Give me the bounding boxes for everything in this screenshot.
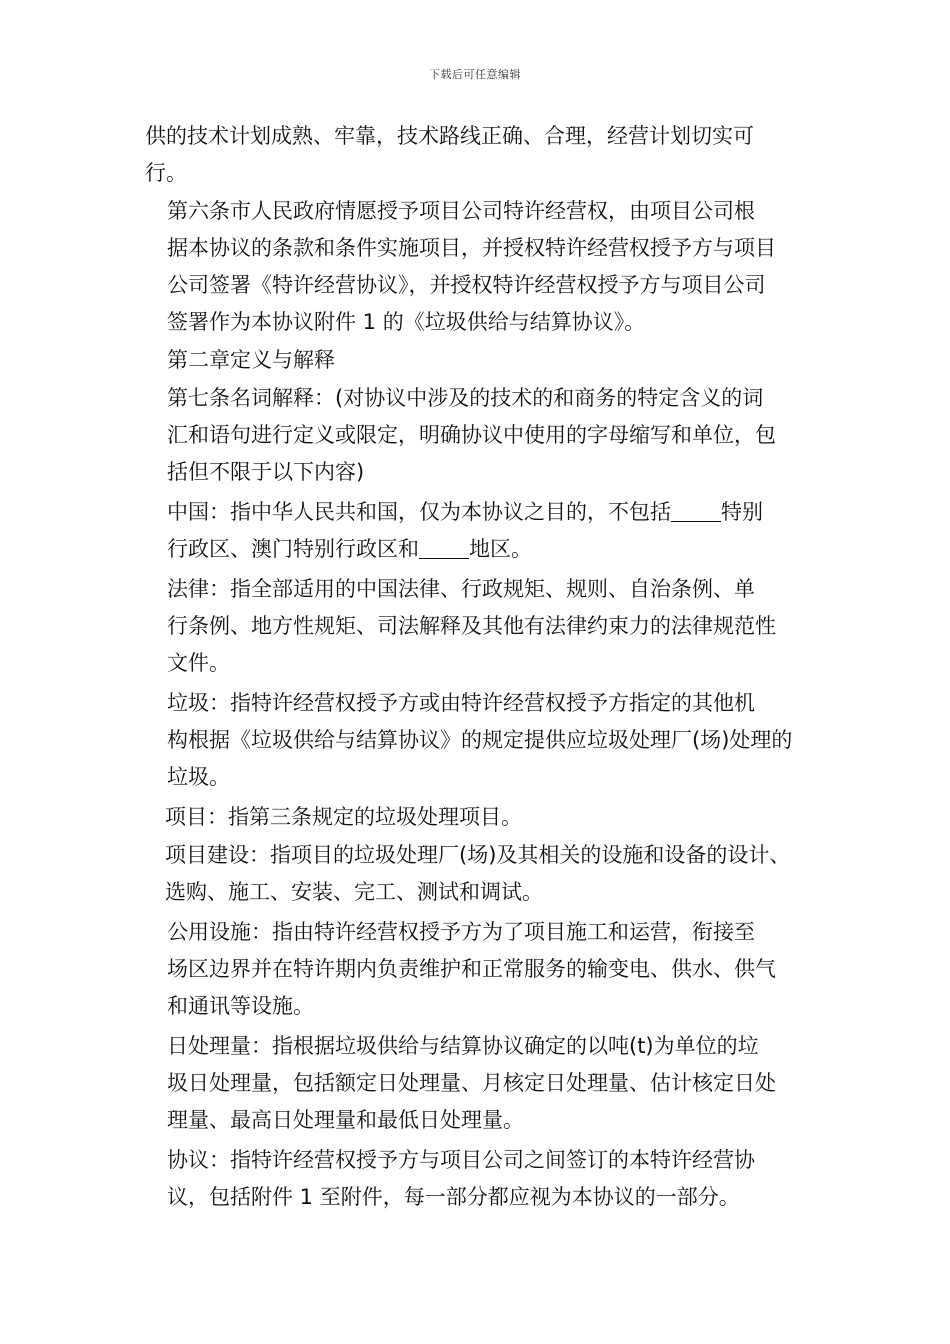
page-header: 下载后可任意编辑 [429,68,521,81]
text-line: 行条例、地方性规矩、司法解释及其他有法律约束力的法律规范性 [167,614,776,638]
text-line: 汇和语句进行定义或限定，明确协议中使用的字母缩写和单位，包 [167,423,776,447]
article-6 [145,193,810,341]
text-line: 公用设施：指由特许经营权授予方为了项目施工和运营，衔接至 [167,920,755,944]
text-line: 构根据《垃圾供给与结算协议》的规定提供应垃圾处理厂(场)处理的 [167,728,793,752]
paragraph-continuation [145,118,810,192]
text-line: 垃圾：指特许经营权授予方或由特许经营权授予方指定的其他机 [167,691,755,715]
text-line: 法律：指全部适用的中国法律、行政规矩、规则、自治条例、单 [167,577,755,601]
chapter-heading [145,342,810,379]
text-line [145,531,810,568]
article-7 [145,380,810,491]
definition-china [145,494,810,568]
definition-agreement [145,1142,810,1216]
text-line: 选购、施工、安装、完工、测试和调试。 [165,880,543,904]
text-line: 行。 [145,161,187,185]
definition-daily-capacity [145,1028,810,1139]
text-line: 圾日处理量，包括额定日处理量、月核定日处理量、估计核定日处 [167,1071,776,1095]
text-line: 签署作为本协议附件 1 的《垃圾供给与结算协议》。 [167,310,646,334]
fill-in-blank [419,537,469,559]
text-segment: 中国：指中华人民共和国，仅为本协议之目的，不包括 [167,500,671,524]
text-line: 括但不限于以下内容) [167,460,365,484]
text-segment: 行政区、澳门特别行政区和 [167,537,419,561]
text-line: 第六条市人民政府情愿授予项目公司特许经营权，由项目公司根 [167,199,755,223]
text-line: 协议：指特许经营权授予方与项目公司之间签订的本特许经营协 [167,1148,755,1172]
text-line: 场区边界并在特许期内负责维护和正常服务的输变电、供水、供气 [167,957,776,981]
text-line [145,494,810,531]
text-line: 日处理量：指根据垃圾供给与结算协议确定的以吨(t)为单位的垃 [167,1034,759,1058]
text-segment: 特别 [721,500,763,524]
text-line: 公司签署《特许经营协议》，并授权特许经营权授予方与项目公司 [167,273,766,297]
text-segment: 地区。 [469,537,532,561]
text-line: 项目：指第三条规定的垃圾处理项目。 [165,805,522,829]
text-line: 文件。 [167,651,230,675]
definition-law [145,571,810,682]
text-line: 供的技术计划成熟、牢靠，技术路线正确、合理，经营计划切实可 [145,124,754,148]
definition-project [145,799,810,836]
text-line: 项目建设：指项目的垃圾处理厂(场)及其相关的设施和设备的设计、 [165,843,791,867]
definition-garbage [145,685,810,796]
text-line: 和通讯等设施。 [167,994,314,1018]
text-line: 第七条名词解释：(对协议中涉及的技术的和商务的特定含义的词 [167,386,764,410]
text-line: 第二章定义与解释 [167,348,335,372]
text-line: 议，包括附件 1 至附件，每一部分都应视为本协议的一部分。 [167,1185,740,1209]
definition-public-facilities [145,914,810,1025]
definition-project-construction [145,837,810,911]
text-line: 垃圾。 [167,765,230,789]
text-line: 理量、最高日处理量和最低日处理量。 [167,1108,524,1132]
text-line: 据本协议的条款和条件实施项目，并授权特许经营权授予方与项目 [167,236,776,260]
document-body [145,118,810,1217]
fill-in-blank [671,500,721,522]
